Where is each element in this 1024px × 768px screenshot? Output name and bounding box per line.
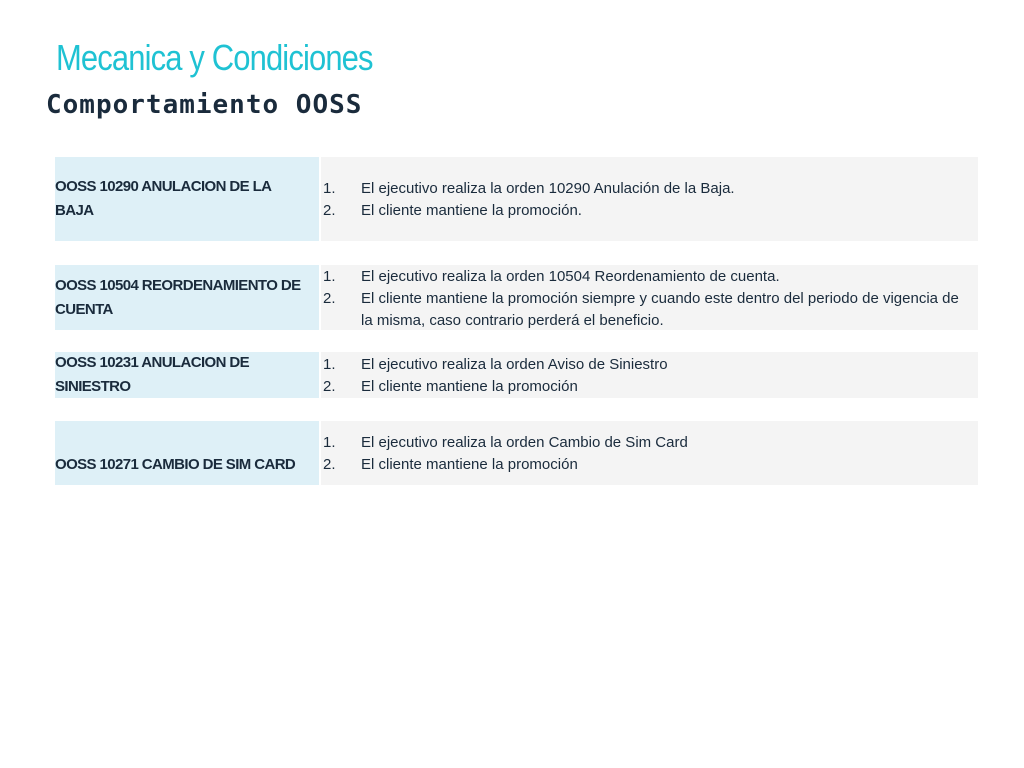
row-label: OOSS 10504 REORDENAMIENTO DE CUENTA — [55, 265, 319, 330]
list-item — [321, 266, 978, 288]
table-row — [55, 265, 978, 330]
condition-list — [321, 266, 978, 332]
list-item — [321, 288, 978, 332]
list-item-text: El cliente mantiene la promoción. — [361, 202, 582, 219]
list-item-number: 1. — [323, 180, 336, 197]
list-item-text: El ejecutivo realiza la orden 10290 Anulación de la Baja. — [361, 180, 735, 197]
list-item-number: 2. — [323, 456, 336, 473]
row-content — [321, 157, 978, 241]
list-item-number: 1. — [323, 356, 336, 373]
list-item — [321, 178, 978, 200]
list-item-text: El ejecutivo realiza la orden Cambio de Sim Card — [361, 434, 688, 451]
list-item-text: El cliente mantiene la promoción siempre y cuando este dentro del periodo de vigencia de la misma, caso contrario perderá el beneficio. — [361, 290, 959, 329]
row-label: OOSS 10290 ANULACION DE LA BAJA — [55, 157, 319, 241]
list-item-text: El cliente mantiene la promoción — [361, 456, 578, 473]
list-item-number: 1. — [323, 434, 336, 451]
row-content — [321, 421, 978, 485]
row-label: OOSS 10231 ANULACION DE SINIESTRO — [55, 352, 319, 398]
list-item — [321, 200, 978, 222]
page-subtitle: Comportamiento OOSS — [46, 90, 363, 120]
row-content — [321, 265, 978, 330]
table-row — [55, 352, 978, 398]
list-item — [321, 376, 978, 398]
list-item-text: El cliente mantiene la promoción — [361, 378, 578, 395]
table-row — [55, 421, 978, 485]
row-label: OOSS 10271 CAMBIO DE SIM CARD — [55, 421, 319, 485]
list-item-text: El ejecutivo realiza la orden 10504 Reordenamiento de cuenta. — [361, 268, 780, 285]
list-item — [321, 354, 978, 376]
condition-list — [321, 354, 978, 398]
row-content — [321, 352, 978, 398]
list-item — [321, 432, 978, 454]
list-item-number: 2. — [323, 290, 336, 307]
list-item-number: 1. — [323, 268, 336, 285]
page-title: Mecanica y Condiciones — [56, 37, 373, 78]
list-item-text: El ejecutivo realiza la orden Aviso de Siniestro — [361, 356, 668, 373]
list-item-number: 2. — [323, 378, 336, 395]
condition-list — [321, 178, 978, 222]
table-row — [55, 157, 978, 241]
list-item — [321, 454, 978, 476]
list-item-number: 2. — [323, 202, 336, 219]
condition-list — [321, 432, 978, 476]
